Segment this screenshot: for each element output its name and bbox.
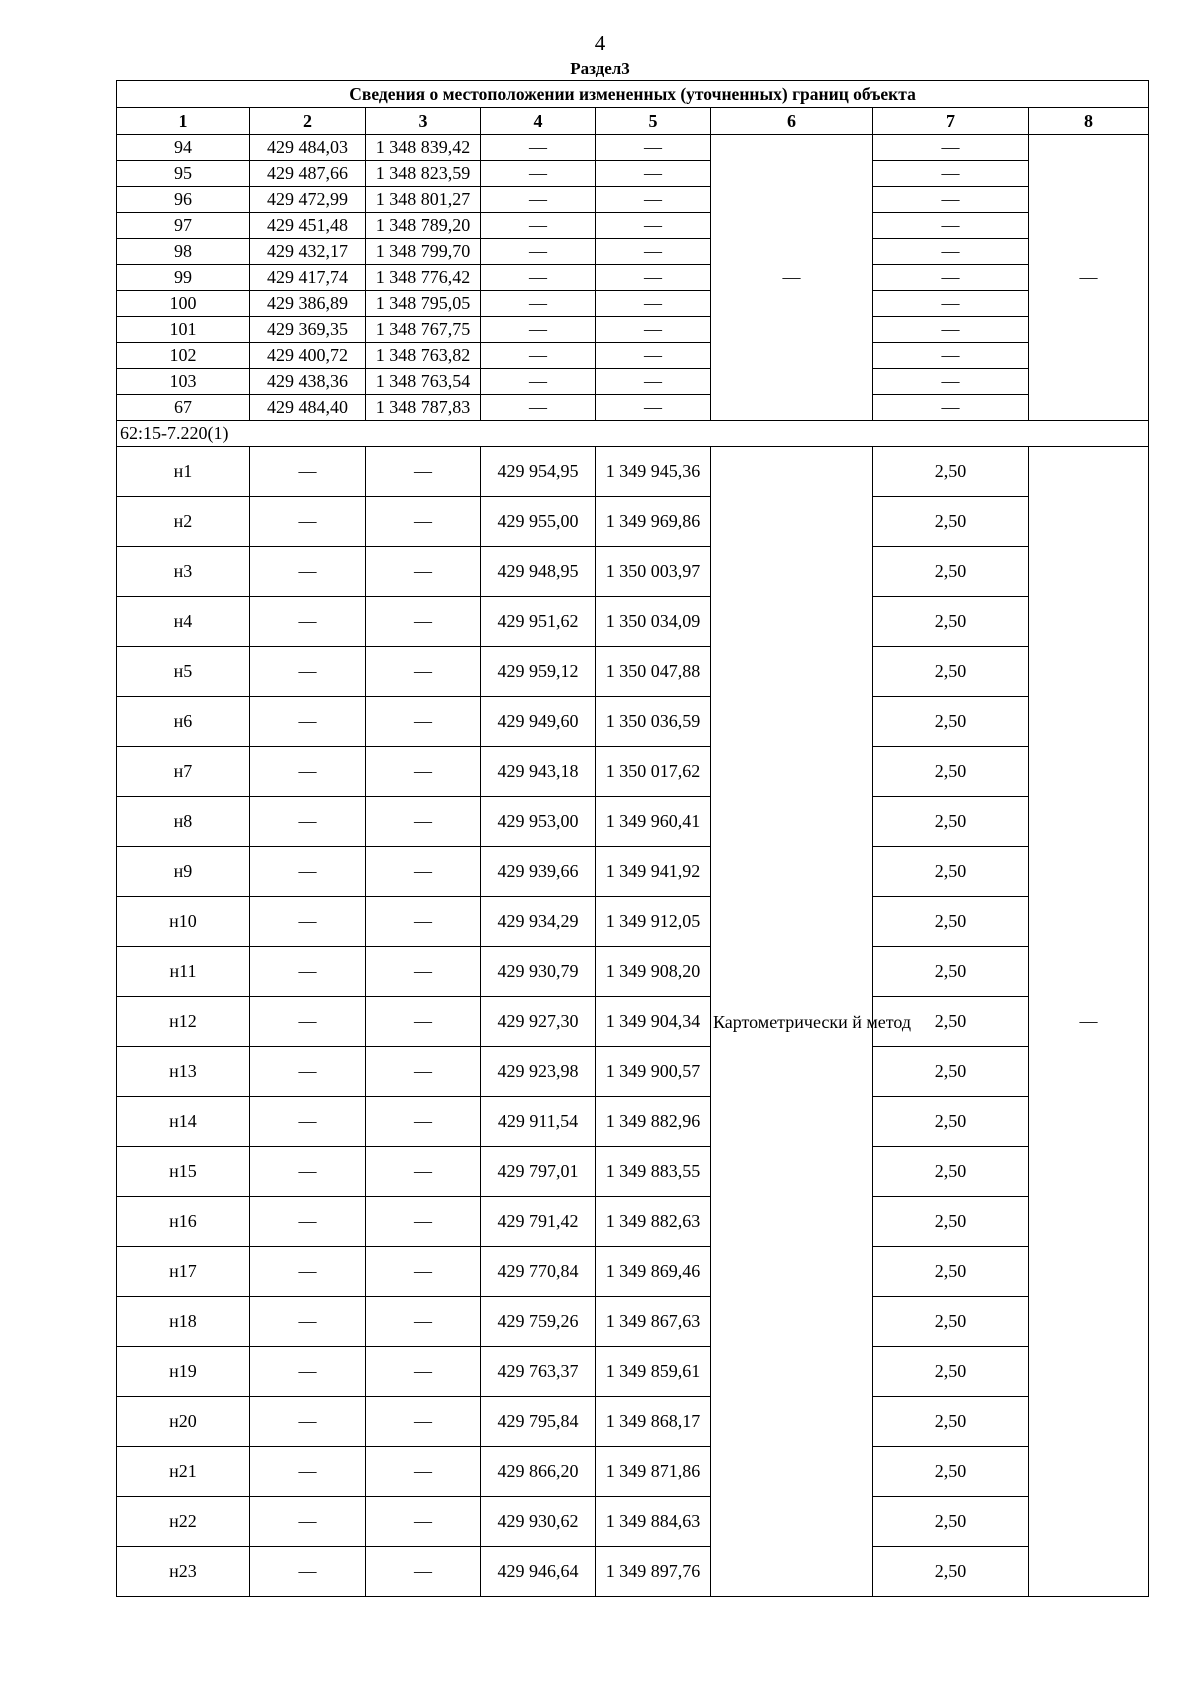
cell-x-new: 429 791,42	[481, 1197, 596, 1247]
cell-x-old: —	[250, 1147, 366, 1197]
cell-accuracy: 2,50	[873, 1097, 1029, 1147]
cell-x-new: 429 951,62	[481, 597, 596, 647]
cell-point: н4	[117, 597, 250, 647]
cell-x-old: —	[250, 547, 366, 597]
cell-y-old: 1 348 839,42	[366, 135, 481, 161]
table-row	[117, 343, 1149, 369]
cell-point: 101	[117, 317, 250, 343]
cell-accuracy: 2,50	[873, 997, 1029, 1047]
cell-x-old: —	[250, 447, 366, 497]
cell-y-old: 1 348 763,54	[366, 369, 481, 395]
table-row	[117, 797, 1149, 847]
cell-x-new: —	[481, 317, 596, 343]
table-row	[117, 1197, 1149, 1247]
cell-accuracy: 2,50	[873, 947, 1029, 997]
cell-y-old: —	[366, 1497, 481, 1547]
cell-x-old: —	[250, 1097, 366, 1147]
cell-point: 97	[117, 213, 250, 239]
cell-point: 99	[117, 265, 250, 291]
cell-point: н8	[117, 797, 250, 847]
page-number: 4	[594, 31, 606, 55]
cell-x-new: 429 955,00	[481, 497, 596, 547]
cell-y-old: —	[366, 547, 481, 597]
cell-y-new: 1 349 859,61	[596, 1347, 711, 1397]
table-row	[117, 161, 1149, 187]
cell-point: н21	[117, 1447, 250, 1497]
cell-point: н12	[117, 997, 250, 1047]
cell-y-old: —	[366, 1097, 481, 1147]
column-header: 8	[1029, 108, 1149, 135]
table-row	[117, 1297, 1149, 1347]
cell-x-new: —	[481, 161, 596, 187]
cell-x-new: 429 795,84	[481, 1397, 596, 1447]
cell-x-old: —	[250, 1397, 366, 1447]
cell-y-old: —	[366, 897, 481, 947]
cell-x-old: 429 451,48	[250, 213, 366, 239]
cell-y-new: 1 349 900,57	[596, 1047, 711, 1097]
cell-accuracy: 2,50	[873, 647, 1029, 697]
cell-x-new: —	[481, 135, 596, 161]
cell-y-new: 1 350 047,88	[596, 647, 711, 697]
cell-point: 100	[117, 291, 250, 317]
cell-y-old: —	[366, 1197, 481, 1247]
cell-x-old: —	[250, 997, 366, 1047]
cell-y-new: 1 349 871,86	[596, 1447, 711, 1497]
cell-x-old: —	[250, 1447, 366, 1497]
cell-x-old: —	[250, 947, 366, 997]
cell-y-old: —	[366, 597, 481, 647]
column-header: 1	[117, 108, 250, 135]
cell-point: н14	[117, 1097, 250, 1147]
cell-point: н2	[117, 497, 250, 547]
cell-accuracy: 2,50	[873, 1497, 1029, 1547]
cell-y-new: 1 349 969,86	[596, 497, 711, 547]
cell-x-new: 429 946,64	[481, 1547, 596, 1597]
cell-point: н15	[117, 1147, 250, 1197]
table-row	[117, 1497, 1149, 1547]
cell-y-new: —	[596, 395, 711, 421]
cell-y-old: —	[366, 1247, 481, 1297]
cell-y-old: —	[366, 447, 481, 497]
column-header: 3	[366, 108, 481, 135]
table-row	[117, 547, 1149, 597]
column-header: 5	[596, 108, 711, 135]
cell-point: н20	[117, 1397, 250, 1447]
cell-x-old: —	[250, 697, 366, 747]
cell-y-old: —	[366, 697, 481, 747]
cell-y-new: 1 350 003,97	[596, 547, 711, 597]
cell-point: н10	[117, 897, 250, 947]
cell-accuracy: 2,50	[873, 797, 1029, 847]
cell-x-old: —	[250, 897, 366, 947]
cell-y-new: 1 349 868,17	[596, 1397, 711, 1447]
cell-y-new: 1 349 945,36	[596, 447, 711, 497]
cell-x-new: 429 943,18	[481, 747, 596, 797]
cell-accuracy: —	[873, 265, 1029, 291]
cell-point: н1	[117, 447, 250, 497]
cell-y-old: 1 348 776,42	[366, 265, 481, 291]
cell-accuracy: —	[873, 135, 1029, 161]
cell-y-new: —	[596, 213, 711, 239]
table-row	[117, 697, 1149, 747]
cell-y-old: —	[366, 647, 481, 697]
cell-x-old: —	[250, 797, 366, 847]
cell-y-new: 1 349 883,55	[596, 1147, 711, 1197]
table-row	[117, 1347, 1149, 1397]
cell-accuracy: 2,50	[873, 1047, 1029, 1097]
cell-x-old: —	[250, 1497, 366, 1547]
table-row	[117, 947, 1149, 997]
section-title: Раздел3	[570, 59, 630, 78]
cell-point: н13	[117, 1047, 250, 1097]
table-row	[117, 239, 1149, 265]
cell-y-new: —	[596, 343, 711, 369]
cell-x-new: —	[481, 187, 596, 213]
cell-x-new: 429 949,60	[481, 697, 596, 747]
cell-accuracy: 2,50	[873, 1397, 1029, 1447]
cell-x-old: —	[250, 1347, 366, 1397]
cell-y-old: —	[366, 1147, 481, 1197]
cell-point: н6	[117, 697, 250, 747]
cell-point: 96	[117, 187, 250, 213]
parcel-label: 62:15-7.220(1)	[117, 421, 1149, 447]
cell-accuracy: 2,50	[873, 497, 1029, 547]
cell-y-new: 1 349 884,63	[596, 1497, 711, 1547]
cell-x-old: 429 432,17	[250, 239, 366, 265]
cell-x-new: —	[481, 395, 596, 421]
cell-x-new: 429 911,54	[481, 1097, 596, 1147]
cell-y-old: —	[366, 1297, 481, 1347]
cell-y-new: —	[596, 187, 711, 213]
table-row	[117, 369, 1149, 395]
cell-accuracy: 2,50	[873, 1297, 1029, 1347]
cell-x-new: 429 930,62	[481, 1497, 596, 1547]
table-row	[117, 187, 1149, 213]
cell-point: н17	[117, 1247, 250, 1297]
cell-x-old: —	[250, 497, 366, 547]
cell-x-new: 429 953,00	[481, 797, 596, 847]
cell-y-new: 1 350 034,09	[596, 597, 711, 647]
method-cell: —	[711, 135, 873, 421]
cell-accuracy: 2,50	[873, 1147, 1029, 1197]
table-row	[117, 447, 1149, 497]
cell-y-old: —	[366, 847, 481, 897]
cell-y-new: 1 349 908,20	[596, 947, 711, 997]
cell-accuracy: —	[873, 213, 1029, 239]
table-row	[117, 1247, 1149, 1297]
cell-y-old: —	[366, 1397, 481, 1447]
cell-x-old: 429 417,74	[250, 265, 366, 291]
cell-y-new: —	[596, 239, 711, 265]
table-row	[117, 497, 1149, 547]
cell-point: 67	[117, 395, 250, 421]
cell-y-new: 1 349 869,46	[596, 1247, 711, 1297]
cell-x-old: 429 386,89	[250, 291, 366, 317]
cell-x-old: —	[250, 1297, 366, 1347]
coordinates-table	[116, 80, 1149, 1597]
col8-cell: —	[1029, 447, 1149, 1597]
cell-x-old: —	[250, 597, 366, 647]
cell-accuracy: 2,50	[873, 747, 1029, 797]
column-header: 6	[711, 108, 873, 135]
table-row	[117, 1447, 1149, 1497]
cell-y-old: —	[366, 1447, 481, 1497]
table-row	[117, 647, 1149, 697]
cell-accuracy: —	[873, 343, 1029, 369]
col8-cell: —	[1029, 135, 1149, 421]
column-header: 4	[481, 108, 596, 135]
table-row	[117, 897, 1149, 947]
cell-x-new: 429 930,79	[481, 947, 596, 997]
cell-x-new: —	[481, 265, 596, 291]
cell-x-new: —	[481, 213, 596, 239]
cell-y-old: 1 348 787,83	[366, 395, 481, 421]
cell-x-new: 429 927,30	[481, 997, 596, 1047]
cell-accuracy: —	[873, 369, 1029, 395]
cell-point: 102	[117, 343, 250, 369]
cell-accuracy: 2,50	[873, 1197, 1029, 1247]
cell-y-old: —	[366, 997, 481, 1047]
cell-accuracy: —	[873, 395, 1029, 421]
table-row	[117, 1397, 1149, 1447]
cell-accuracy: 2,50	[873, 597, 1029, 647]
table-row	[117, 997, 1149, 1047]
cell-accuracy: 2,50	[873, 697, 1029, 747]
cell-y-new: 1 349 882,96	[596, 1097, 711, 1147]
cell-x-old: 429 438,36	[250, 369, 366, 395]
cell-accuracy: 2,50	[873, 447, 1029, 497]
cell-x-new: 429 959,12	[481, 647, 596, 697]
cell-x-new: —	[481, 239, 596, 265]
cell-x-old: —	[250, 647, 366, 697]
cell-y-old: 1 348 763,82	[366, 343, 481, 369]
cell-accuracy: —	[873, 317, 1029, 343]
cell-point: 103	[117, 369, 250, 395]
cell-x-new: —	[481, 291, 596, 317]
cell-y-old: —	[366, 497, 481, 547]
cell-point: н18	[117, 1297, 250, 1347]
cell-y-new: 1 350 036,59	[596, 697, 711, 747]
cell-point: н11	[117, 947, 250, 997]
cell-y-old: 1 348 823,59	[366, 161, 481, 187]
cell-point: н23	[117, 1547, 250, 1597]
cell-x-old: 429 484,03	[250, 135, 366, 161]
cell-accuracy: 2,50	[873, 897, 1029, 947]
cell-x-new: 429 759,26	[481, 1297, 596, 1347]
cell-x-new: —	[481, 369, 596, 395]
cell-x-old: —	[250, 1547, 366, 1597]
cell-point: 98	[117, 239, 250, 265]
table-row	[117, 847, 1149, 897]
table-row	[117, 317, 1149, 343]
cell-point: н16	[117, 1197, 250, 1247]
column-header: 2	[250, 108, 366, 135]
cell-accuracy: 2,50	[873, 1247, 1029, 1297]
table-row	[117, 1097, 1149, 1147]
cell-x-new: 429 763,37	[481, 1347, 596, 1397]
table-row	[117, 1047, 1149, 1097]
table-title: Сведения о местоположении измененных (уточненных) границ объекта	[117, 81, 1149, 108]
cell-point: н22	[117, 1497, 250, 1547]
cell-point: н3	[117, 547, 250, 597]
cell-y-old: —	[366, 1347, 481, 1397]
cell-y-new: —	[596, 317, 711, 343]
cell-y-old: —	[366, 947, 481, 997]
cell-y-new: —	[596, 291, 711, 317]
cell-y-new: 1 349 882,63	[596, 1197, 711, 1247]
cell-point: н19	[117, 1347, 250, 1397]
cell-y-new: —	[596, 135, 711, 161]
cell-y-new: 1 349 912,05	[596, 897, 711, 947]
cell-y-old: —	[366, 1047, 481, 1097]
cell-x-old: 429 487,66	[250, 161, 366, 187]
cell-x-new: 429 954,95	[481, 447, 596, 497]
cell-x-old: —	[250, 1197, 366, 1247]
cell-y-old: 1 348 767,75	[366, 317, 481, 343]
cell-y-new: 1 349 960,41	[596, 797, 711, 847]
cell-y-new: 1 349 941,92	[596, 847, 711, 897]
cell-accuracy: 2,50	[873, 1447, 1029, 1497]
cell-point: н9	[117, 847, 250, 897]
cell-y-old: —	[366, 797, 481, 847]
cell-y-new: 1 350 017,62	[596, 747, 711, 797]
cell-y-old: —	[366, 1547, 481, 1597]
cell-point: н5	[117, 647, 250, 697]
cell-x-old: —	[250, 1247, 366, 1297]
table-body	[117, 135, 1149, 1597]
cell-accuracy: —	[873, 187, 1029, 213]
table-row	[117, 747, 1149, 797]
cell-y-new: 1 349 897,76	[596, 1547, 711, 1597]
cell-x-new: 429 923,98	[481, 1047, 596, 1097]
column-header: 7	[873, 108, 1029, 135]
cell-x-old: —	[250, 747, 366, 797]
cell-x-new: 429 948,95	[481, 547, 596, 597]
cell-y-new: —	[596, 369, 711, 395]
table-row	[117, 597, 1149, 647]
cell-x-old: —	[250, 847, 366, 897]
table-row	[117, 291, 1149, 317]
method-cell: Картометрически й метод	[711, 447, 873, 1597]
cell-y-new: —	[596, 265, 711, 291]
cell-y-new: —	[596, 161, 711, 187]
cell-point: н7	[117, 747, 250, 797]
cell-y-old: 1 348 789,20	[366, 213, 481, 239]
cell-accuracy: 2,50	[873, 1347, 1029, 1397]
cell-accuracy: —	[873, 239, 1029, 265]
cell-x-old: 429 472,99	[250, 187, 366, 213]
cell-y-new: 1 349 867,63	[596, 1297, 711, 1347]
table-row	[117, 395, 1149, 421]
cell-accuracy: —	[873, 161, 1029, 187]
cell-accuracy: —	[873, 291, 1029, 317]
cell-x-new: 429 934,29	[481, 897, 596, 947]
cell-y-new: 1 349 904,34	[596, 997, 711, 1047]
cell-x-new: —	[481, 343, 596, 369]
cell-x-old: 429 369,35	[250, 317, 366, 343]
cell-y-old: 1 348 801,27	[366, 187, 481, 213]
cell-x-new: 429 770,84	[481, 1247, 596, 1297]
cell-y-old: 1 348 795,05	[366, 291, 481, 317]
table-row	[117, 1147, 1149, 1197]
cell-point: 94	[117, 135, 250, 161]
table-row	[117, 265, 1149, 291]
table-row	[117, 135, 1149, 161]
table-row	[117, 1547, 1149, 1597]
cell-accuracy: 2,50	[873, 547, 1029, 597]
cell-y-old: 1 348 799,70	[366, 239, 481, 265]
cell-point: 95	[117, 161, 250, 187]
parcel-row	[117, 421, 1149, 447]
cell-x-new: 429 939,66	[481, 847, 596, 897]
cell-y-old: —	[366, 747, 481, 797]
table-row	[117, 213, 1149, 239]
cell-accuracy: 2,50	[873, 847, 1029, 897]
cell-x-old: —	[250, 1047, 366, 1097]
cell-x-old: 429 484,40	[250, 395, 366, 421]
cell-x-new: 429 866,20	[481, 1447, 596, 1497]
cell-x-old: 429 400,72	[250, 343, 366, 369]
cell-accuracy: 2,50	[873, 1547, 1029, 1597]
cell-x-new: 429 797,01	[481, 1147, 596, 1197]
